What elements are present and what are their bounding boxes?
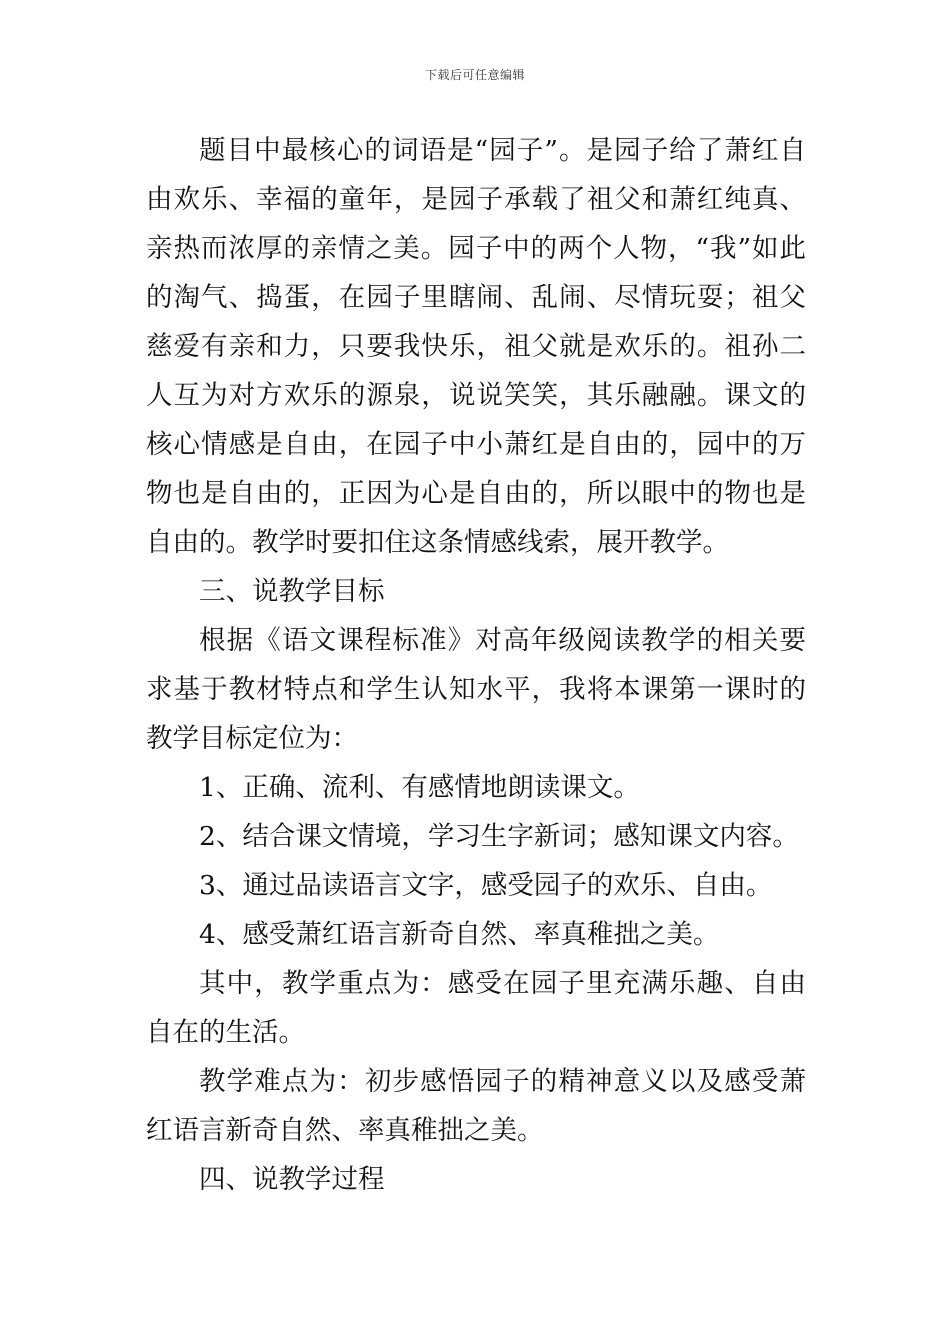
section-heading-process: 四、说教学过程 (199, 1164, 385, 1195)
header-note: 下载后可任意编辑 (424, 68, 525, 82)
document-body (146, 126, 806, 1204)
paragraph-difficulties: 教学难点为：初步感悟园子的精神意义以及感受萧红语言新奇自然、率真稚拙之美。 (146, 1066, 806, 1146)
paragraph-analysis: 题目中最核心的词语是“园子”。是园子给了萧红自由欢乐、幸福的童年，是园子承载了祖父和萧红纯真、亲热而浓厚的亲情之美。园子中的两个人物，“我”如此的淘气、捣蛋，在园子里瞎闹、乱闹、尽情玩耍；祖父慈爱有亲和力，只要我快乐，祖父就是欢乐的。祖孙二人互为对方欢乐的源泉，说说笑笑，其乐融融。课文的核心情感是自由，在园子中小萧红是自由的，园中的万物也是自由的，正因为心是自由的，所以眼中的物也是自由的。教学时要扣住这条情感线索，展开教学。 (146, 135, 806, 558)
objective-item-4: 4、感受萧红语言新奇自然、率真稚拙之美。 (199, 919, 720, 950)
objective-item-3: 3、通过品读语言文字，感受园子的欢乐、自由。 (199, 870, 773, 901)
objective-item-2: 2、结合课文情境，学习生字新词；感知课文内容。 (199, 821, 799, 852)
objective-item-1: 1、正确、流利、有感情地朗读课文。 (199, 772, 640, 803)
paragraph-objectives-intro: 根据《语文课程标准》对高年级阅读教学的相关要求基于教材特点和学生认知水平，我将本课第一课时的教学目标定位为： (146, 625, 806, 754)
paragraph-key-points: 其中，教学重点为：感受在园子里充满乐趣、自由自在的生活。 (146, 968, 806, 1048)
section-heading-objectives: 三、说教学目标 (199, 576, 385, 607)
